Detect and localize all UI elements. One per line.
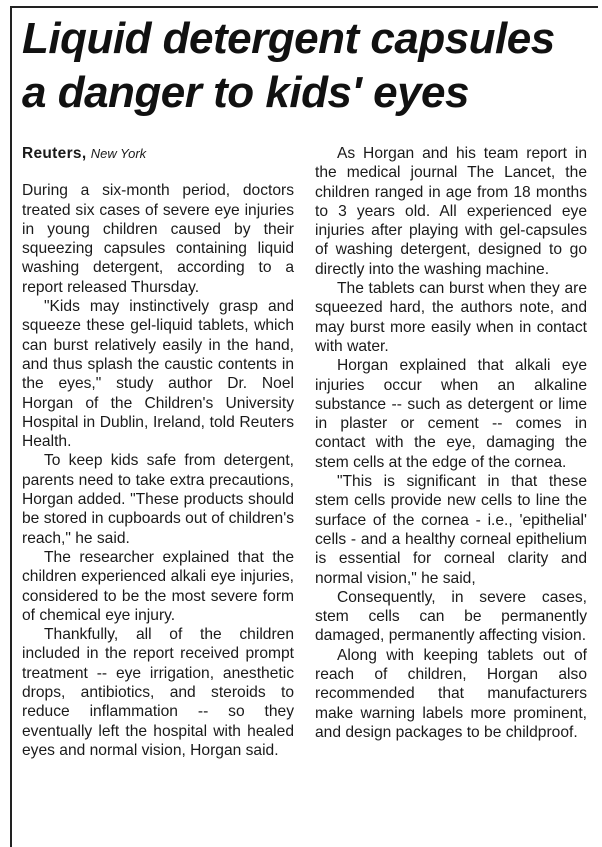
- right-column: [315, 144, 587, 742]
- paragraph: To keep kids safe from detergent, parents need to take extra precautions, Horgan added. "These products should be stored in cupboards out of children's reach," he said.: [22, 452, 294, 547]
- paragraph: Thankfully, all of the children included in the report received prompt treatment -- eye irrigation, anesthetic drops, antibiotics, and steroids to reduce inflammation -- so they eventually left the hospital with healed eyes and normal vision, Horgan said.: [22, 626, 294, 759]
- paragraph: "This is significant in that these stem cells provide new cells to line the surface of the cornea - i.e., 'epithelial' cells - and a healthy corneal epithelium is essential for corneal clarity and normal vision," he said,: [315, 473, 587, 587]
- left-column: [22, 144, 294, 760]
- paragraph: The tablets can burst when they are squeezed hard, the authors note, and may burst more easily when in contact with water.: [315, 280, 587, 355]
- paragraph: During a six-month period, doctors treated six cases of severe eye injuries in young children caused by their squeezing capsules containing liquid washing detergent, according to a report released Thursday.: [22, 182, 294, 296]
- headline-line-1: Liquid detergent capsules: [22, 14, 555, 63]
- dateline: [22, 144, 294, 163]
- dateline-city: New York: [90, 146, 147, 161]
- paragraph: "Kids may instinctively grasp and squeeze these gel-liquid tablets, which can burst relatively easily in the hand, and thus splash the caustic contents in the eyes," study author Dr. Noel Horgan of the Children's University Hospital in Dublin, Ireland, told Reuters Health.: [22, 298, 294, 451]
- paragraph: Along with keeping tablets out of reach of children, Horgan also recommended that manufacturers make warning labels more prominent, and design packages to be childproof.: [315, 646, 587, 741]
- paragraph: Consequently, in severe cases, stem cells can be permanently damaged, permanently affecting vision.: [315, 588, 587, 645]
- agency-name: Reuters,: [22, 145, 87, 162]
- headline-line-2: a danger to kids' eyes: [22, 68, 469, 117]
- headline: [22, 12, 592, 120]
- paragraph: The researcher explained that the children experienced alkali eye injuries, considered to be the most severe form of chemical eye injury.: [22, 548, 294, 624]
- paragraph: As Horgan and his team report in the medical journal The Lancet, the children ranged in age from 18 months to 3 years old. All experienced eye injuries after playing with gel-capsules of washing detergent, designed to go directly into the washing machine.: [315, 145, 587, 278]
- paragraph: Horgan explained that alkali eye injuries occur when an alkaline substance -- such as detergent or lime in plaster or cement -- comes in contact with the eye, damaging the stem cells at the edge of the cornea.: [315, 357, 587, 471]
